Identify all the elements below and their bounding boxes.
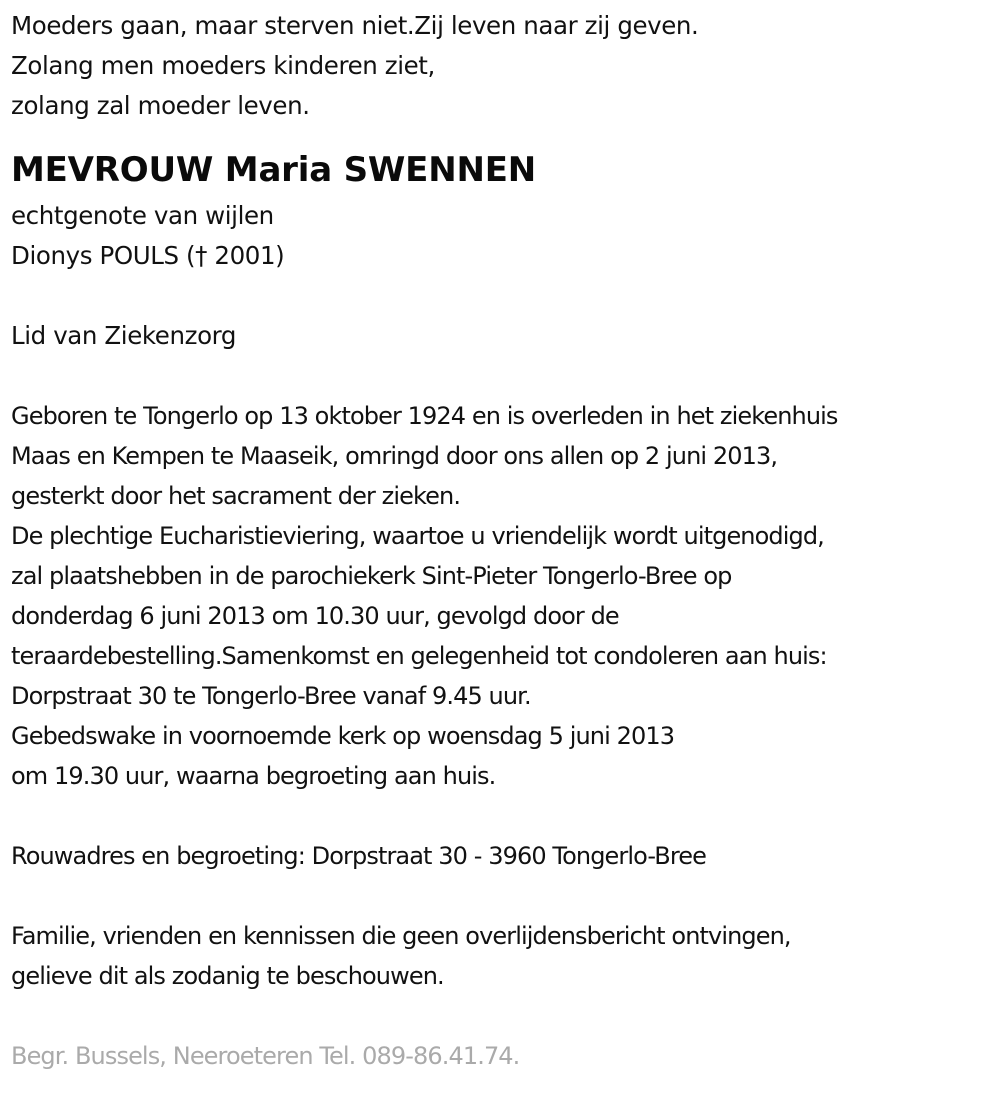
details-line: teraardebestelling.Samenkomst en gelegenheid tot condoleren aan huis: <box>11 642 827 670</box>
spacer <box>11 356 1000 396</box>
details-line: Maas en Kempen te Maaseik, omringd door ons allen op 2 juni 2013, <box>11 442 778 470</box>
funeral-home-footer: Begr. Bussels, Neeroeteren Tel. 089-86.41.74. <box>11 1042 520 1070</box>
details-line: Dorpstraat 30 te Tongerlo-Bree vanaf 9.45 uur. <box>11 682 531 710</box>
details-line: gesterkt door het sacrament der zieken. <box>11 482 461 510</box>
details <box>11 396 1000 796</box>
poem-line: Zolang men moeders kinderen ziet, <box>11 51 435 80</box>
poem-line: Moeders gaan, maar sterven niet.Zij leven naar zij geven. <box>11 11 699 40</box>
mourning-address: Rouwadres en begroeting: Dorpstraat 30 - 3960 Tongerlo-Bree <box>11 842 707 870</box>
details-line: donderdag 6 juni 2013 om 10.30 uur, gevolgd door de <box>11 602 619 630</box>
poem <box>11 6 1000 126</box>
notice-line: gelieve dit als zodanig te beschouwen. <box>11 962 444 990</box>
spacer <box>11 796 1000 836</box>
notice <box>11 916 1000 996</box>
spacer <box>11 276 1000 316</box>
details-line: zal plaatshebben in de parochiekerk Sint-Pieter Tongerlo-Bree op <box>11 562 732 590</box>
poem-line: zolang zal moeder leven. <box>11 91 310 120</box>
deceased-name: MEVROUW Maria SWENNEN <box>11 150 536 190</box>
notice-line: Familie, vrienden en kennissen die geen overlijdensbericht ontvingen, <box>11 922 791 950</box>
details-line: Geboren te Tongerlo op 13 oktober 1924 en is overleden in het ziekenhuis <box>11 402 838 430</box>
spacer <box>11 876 1000 916</box>
details-line: De plechtige Eucharistieviering, waartoe u vriendelijk wordt uitgenodigd, <box>11 522 824 550</box>
membership: Lid van Ziekenzorg <box>11 321 237 350</box>
spouse-line: Dionys POULS († 2001) <box>11 241 285 270</box>
relation-line: echtgenote van wijlen <box>11 201 274 230</box>
spacer <box>11 996 1000 1036</box>
details-line: Gebedswake in voornoemde kerk op woensdag 5 juni 2013 <box>11 722 675 750</box>
details-line: om 19.30 uur, waarna begroeting aan huis. <box>11 762 496 790</box>
